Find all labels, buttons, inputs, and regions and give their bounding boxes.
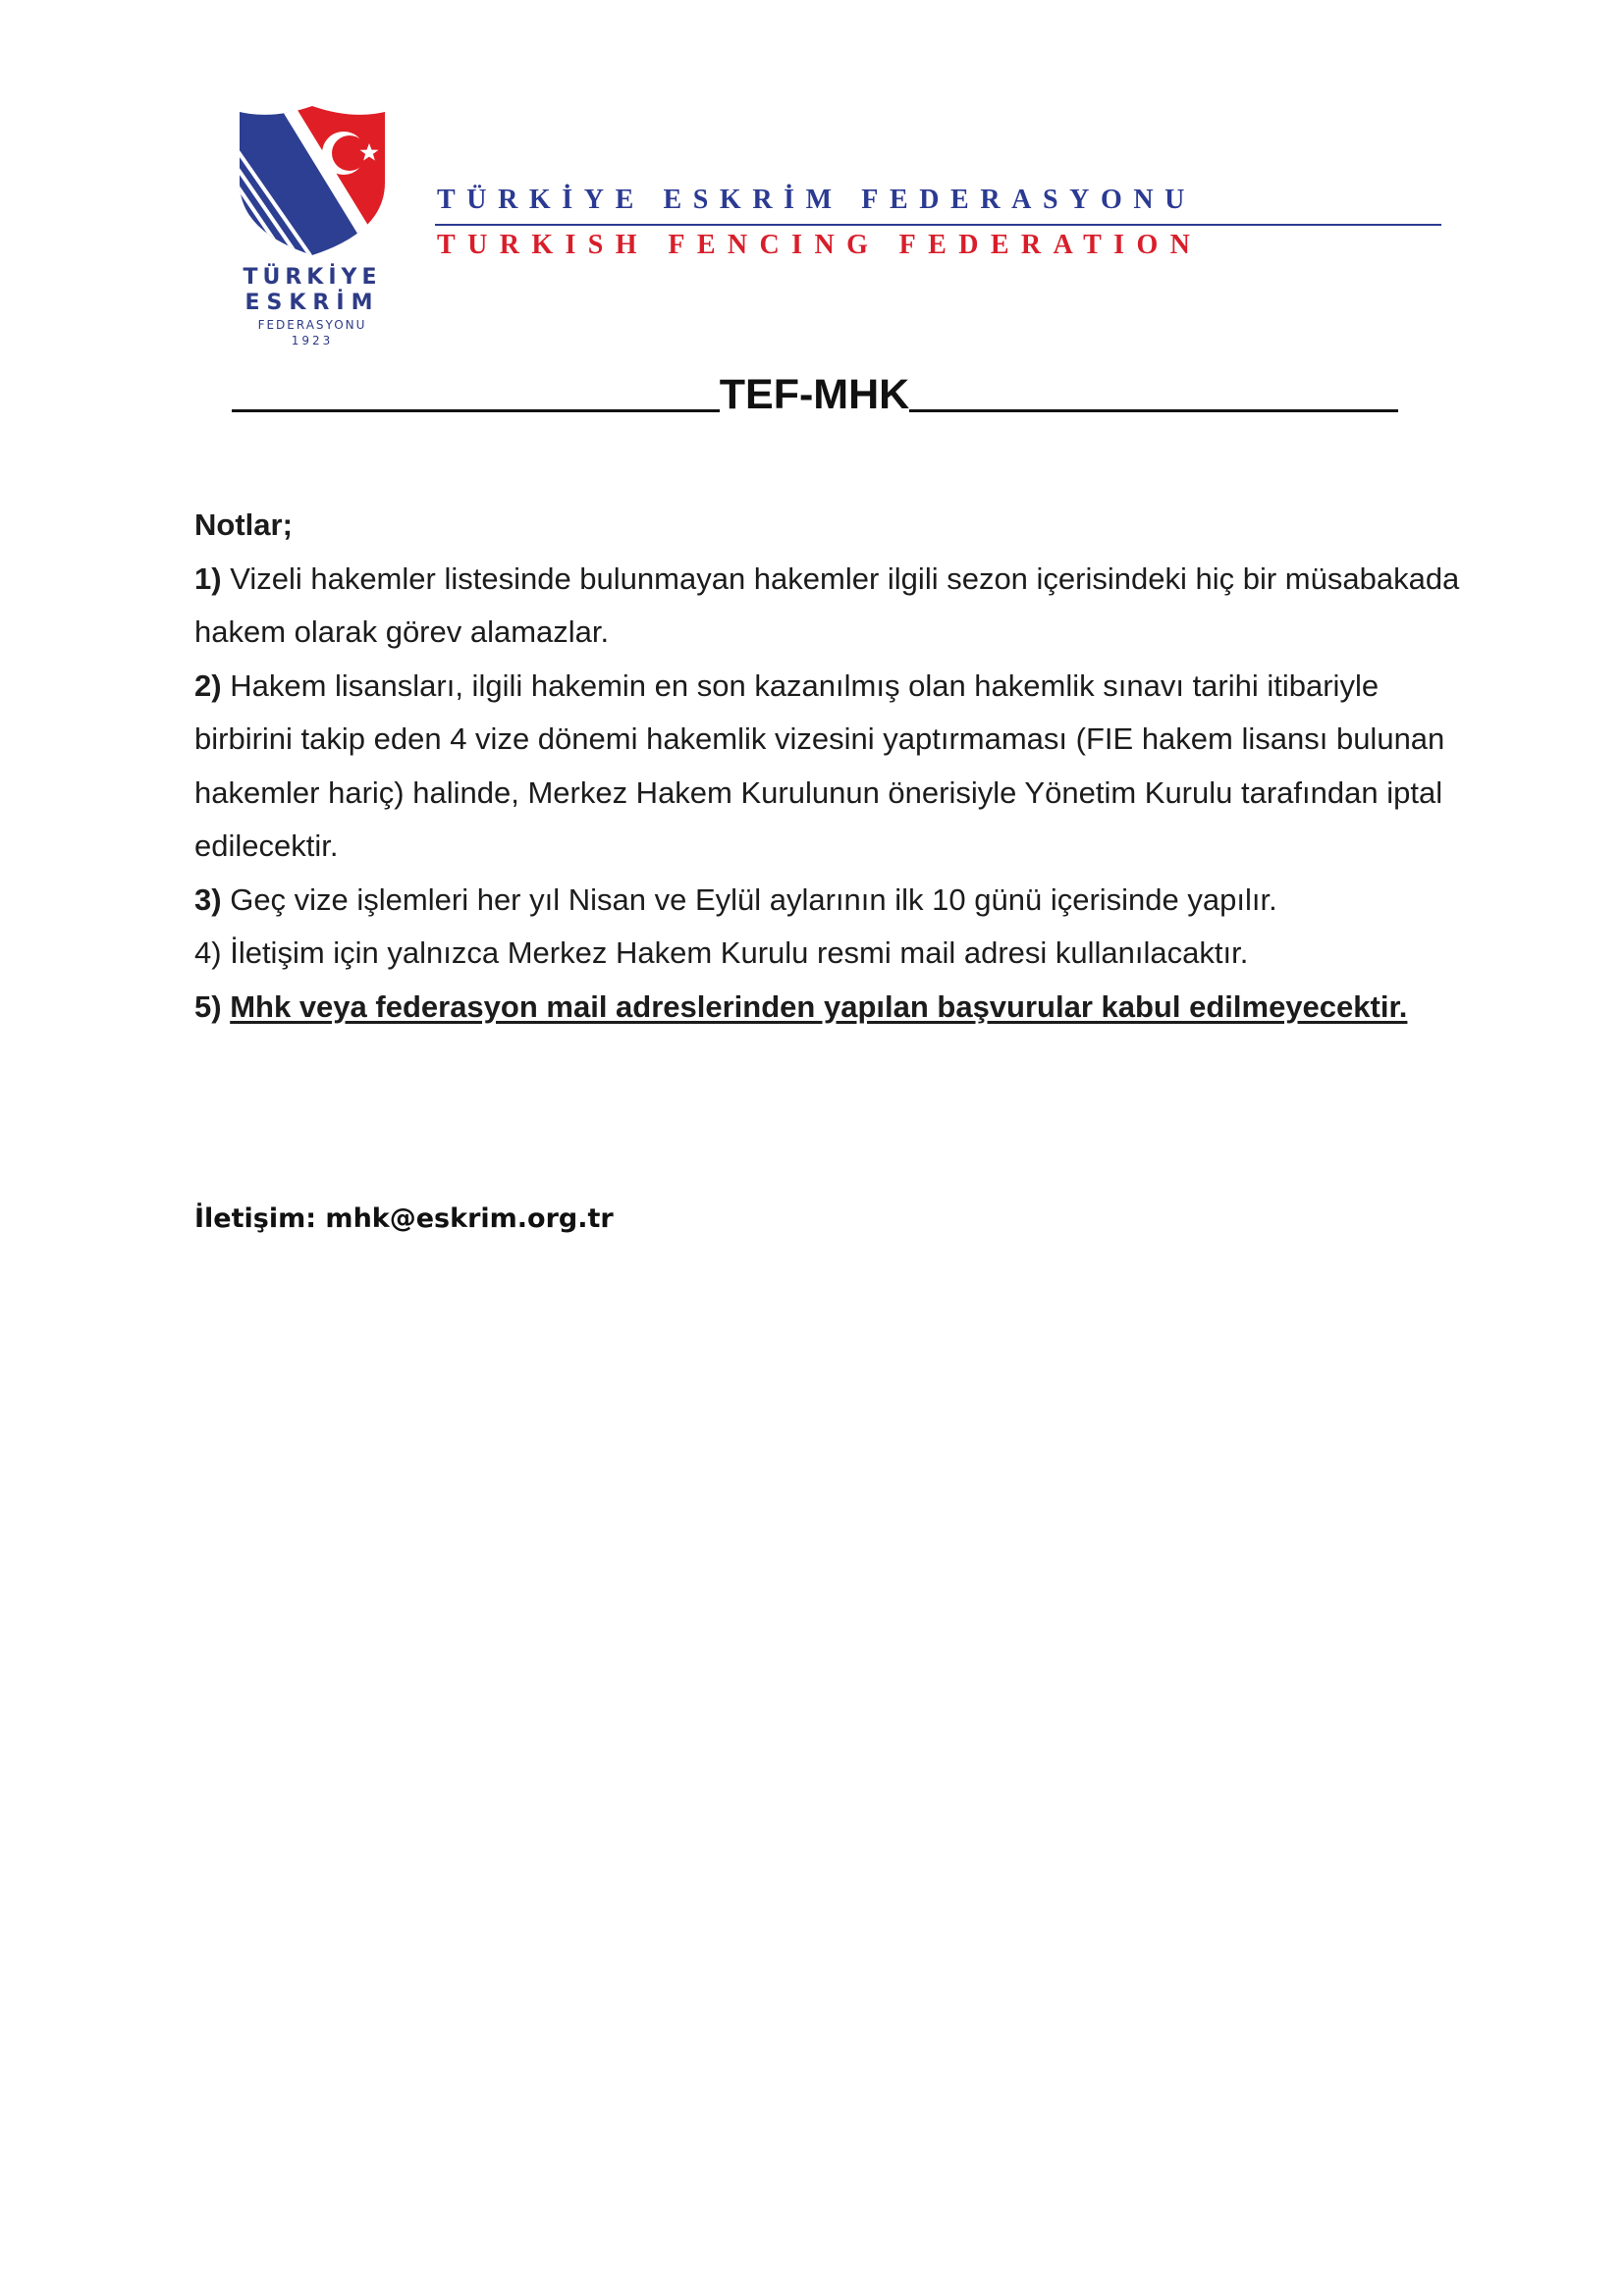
note-text-emphasized: Mhk veya federasyon mail adreslerinden yapılan başvurular kabul edilmeyecektir. bbox=[230, 988, 1408, 1024]
note-item-5 bbox=[194, 981, 1461, 1035]
document-heading: TEF-MHK bbox=[719, 371, 910, 418]
logo-text-year: 1923 bbox=[291, 334, 334, 347]
note-text: Geç vize işlemleri her yıl Nisan ve Eylül aylarının ilk 10 günü içerisinde yapılır. bbox=[230, 881, 1277, 917]
federation-name-turkish: TÜRKİYE ESKRİM FEDERASYONU bbox=[437, 185, 1196, 215]
note-item-1 bbox=[194, 553, 1461, 660]
notes-section bbox=[194, 499, 1461, 1034]
contact-line: İletişim: mhk@eskrim.org.tr bbox=[194, 1203, 614, 1234]
heading-rule-right bbox=[909, 409, 1398, 412]
logo-text-federasyonu: FEDERASYONU bbox=[257, 318, 367, 332]
notes-title: Notlar; bbox=[194, 507, 293, 542]
federation-logo bbox=[234, 102, 391, 359]
logo-text-eskrim: ESKRİM bbox=[244, 291, 380, 315]
note-number: 2) bbox=[194, 667, 222, 703]
note-text: İletişim için yalnızca Merkez Hakem Kurulu resmi mail adresi kullanılacaktır. bbox=[230, 935, 1249, 970]
note-item-2 bbox=[194, 660, 1461, 874]
note-text: Hakem lisansları, ilgili hakemin en son kazanılmış olan hakemlik sınavı tarihi itibariyle birbirini takip eden 4 vize dönemi hakemlik vizesini yaptırmaması (FIE hakem lisansı bulunan hakemler hariç) halinde, Merkez Hakem Kurulunun önerisiyle Yönetim Kurulu tarafından iptal edilecektir. bbox=[194, 667, 1445, 863]
note-number: 4) bbox=[194, 935, 222, 970]
logo-text-turkiye: TÜRKİYE bbox=[243, 265, 382, 290]
shield-icon bbox=[234, 102, 391, 259]
document-heading-line bbox=[226, 371, 1404, 419]
note-number: 3) bbox=[194, 881, 222, 917]
note-number: 1) bbox=[194, 561, 222, 596]
note-item-3 bbox=[194, 874, 1461, 928]
note-number: 5) bbox=[194, 988, 222, 1024]
note-text: Vizeli hakemler listesinde bulunmayan hakemler ilgili sezon içerisindeki hiç bir müsabakada hakem olarak görev alamazlar. bbox=[194, 561, 1460, 649]
federation-name-english: TURKISH FENCING FEDERATION bbox=[437, 230, 1203, 260]
heading-rule-left bbox=[232, 409, 720, 412]
header-divider bbox=[435, 224, 1441, 226]
note-item-4 bbox=[194, 927, 1461, 981]
